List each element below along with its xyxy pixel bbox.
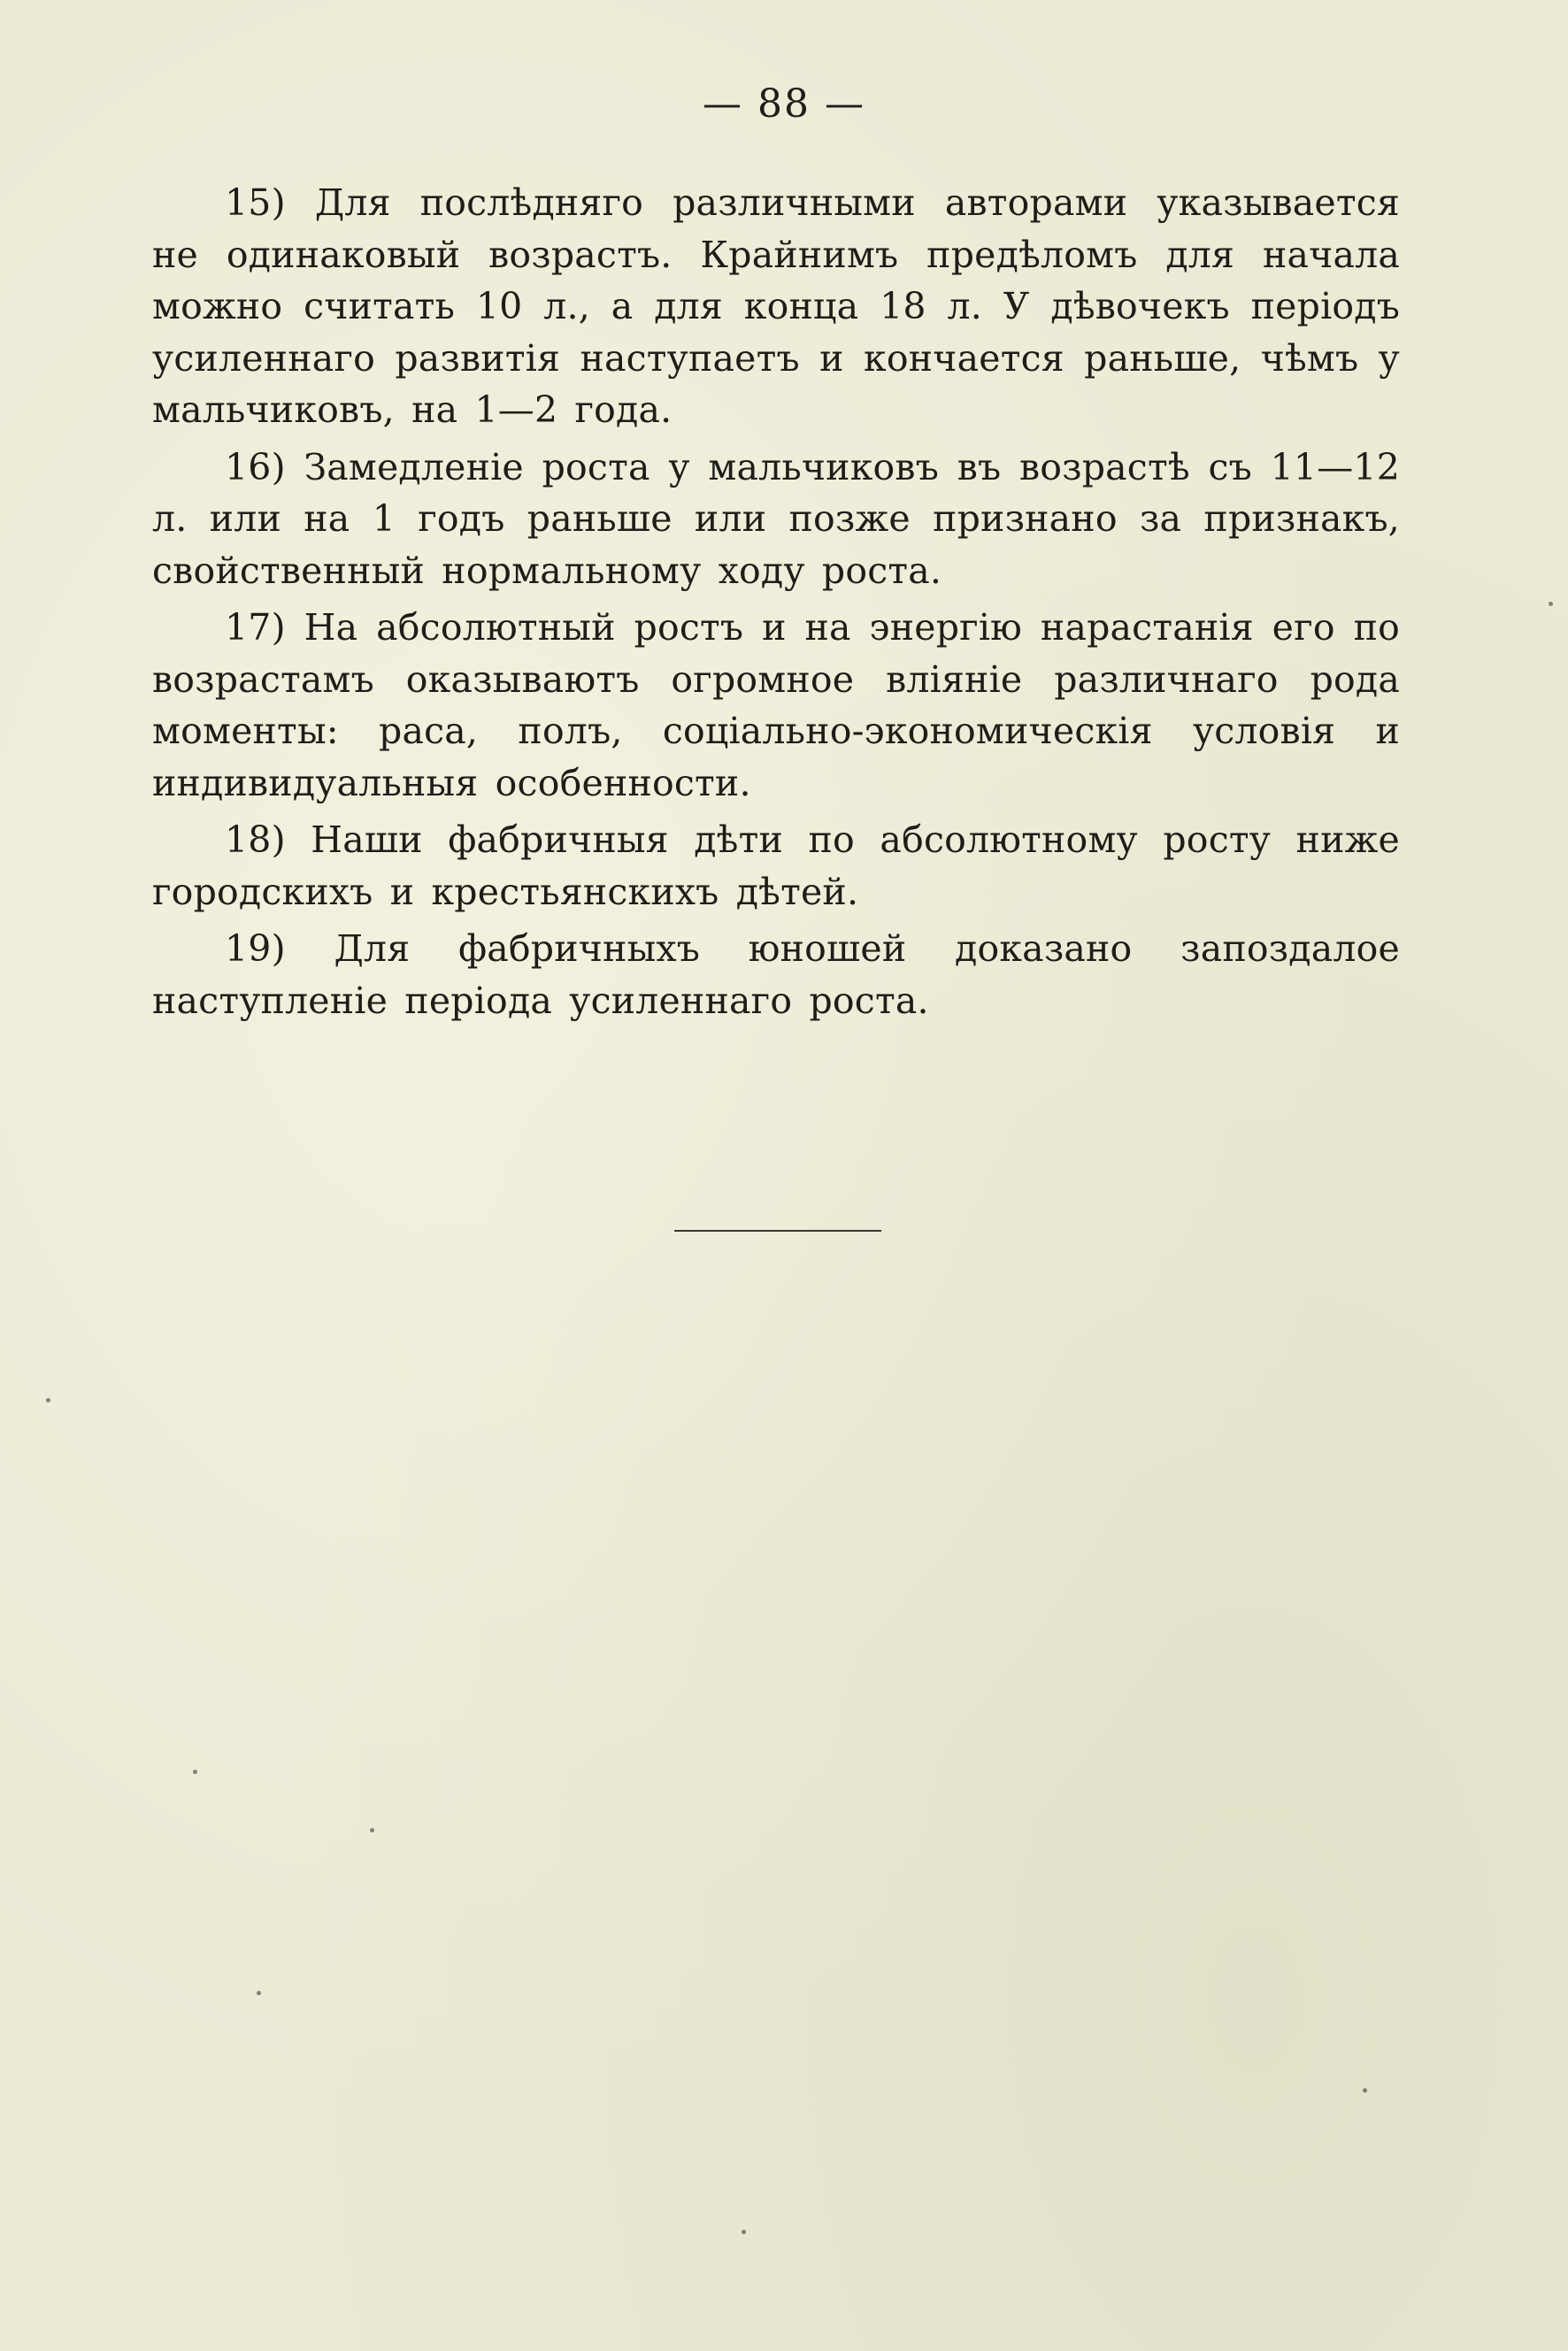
paper-speck (370, 1828, 374, 1832)
paper-speck (46, 1398, 50, 1402)
paragraph-17: 17) На абсолютный ростъ и на энергію нарастанія его по возрастамъ оказываютъ огромное вліяніе различнаго рода моменты: раса, полъ, соціально-экономическія условія и индивидуальныя особенности. (152, 606, 1400, 804)
paragraph-16: 16) Замедленіе роста у мальчиковъ въ возрастѣ съ 11—12 л. или на 1 годъ раньше или позже признано за признакъ, свойственный нормальному ходу роста. (152, 445, 1400, 592)
paragraph-19: 19) Для фабричныхъ юношей доказано запоздалое наступленіе періода усиленнаго роста. (152, 927, 1400, 1022)
section-divider (674, 1230, 881, 1232)
paper-speck (257, 1991, 261, 1995)
paper-speck (1363, 2088, 1367, 2093)
text-body (152, 177, 1400, 1032)
paper-speck (1549, 602, 1553, 606)
paper-speck (742, 2230, 746, 2234)
paragraph-18: 18) Наши фабричныя дѣти по абсолютному росту ниже городскихъ и крестьянскихъ дѣтей. (152, 818, 1400, 913)
paragraph-15: 15) Для послѣдняго различными авторами указывается не одинаковый возрастъ. Крайнимъ предѣломъ для начала можно считать 10 л., а для конца 18 л. У дѣвочекъ періодъ усиленнаго развитія наступаетъ и кончается раньше, чѣмъ у мальчиковъ, на 1—2 года. (152, 181, 1400, 431)
page-number: — 88 — (703, 81, 865, 127)
paper-speck (193, 1770, 197, 1774)
